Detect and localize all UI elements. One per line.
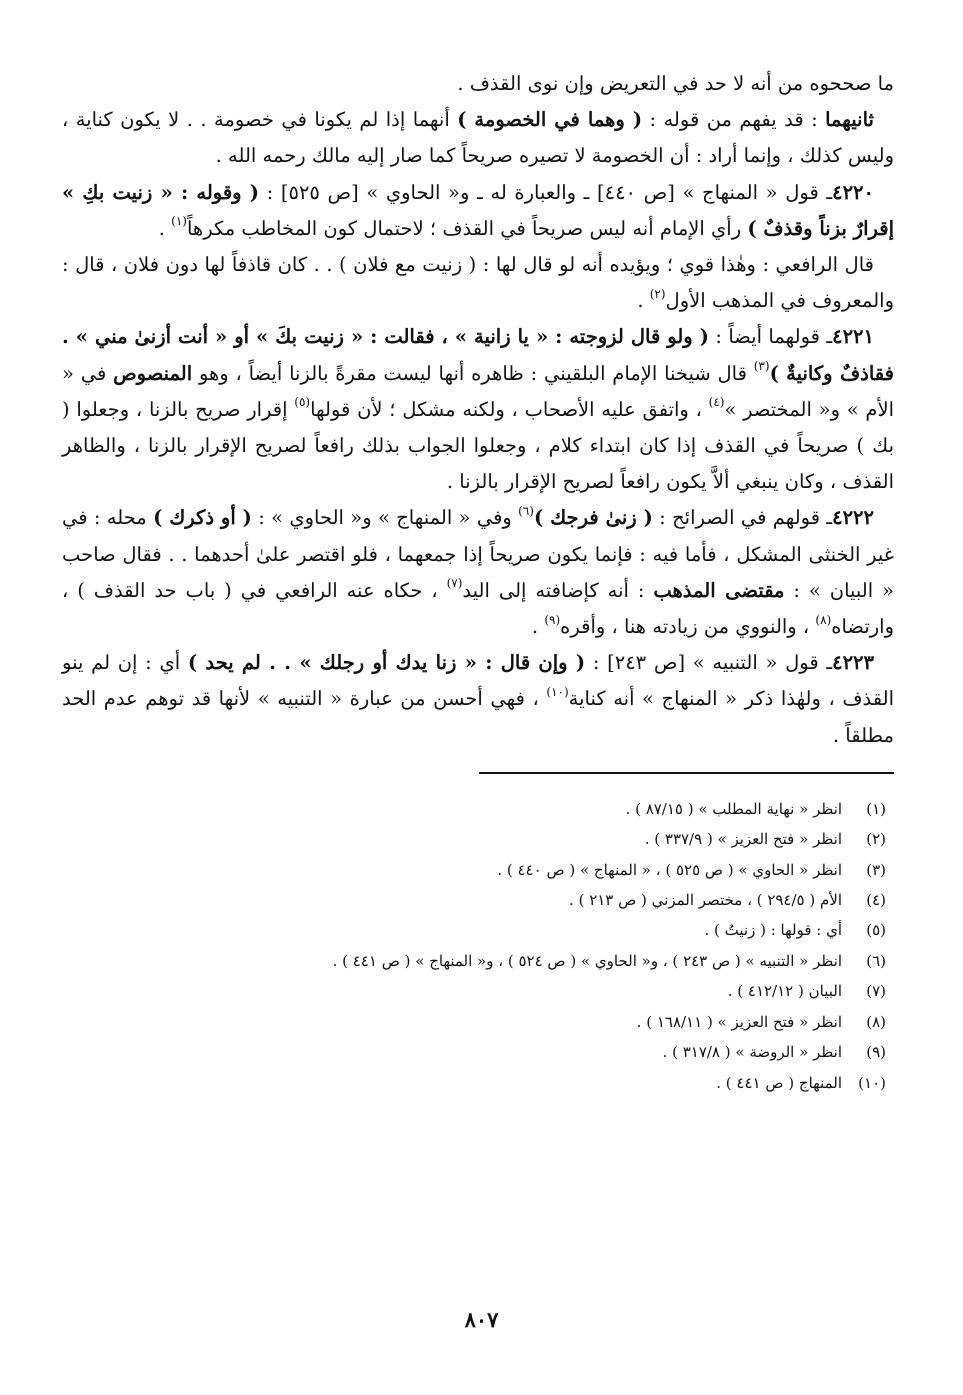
footnote-ref[interactable]: (٤) <box>708 395 725 410</box>
footnote-item <box>62 946 894 976</box>
footnote-text: انظر « نهاية المطلب » ( ٨٧/١٥ ) . <box>625 799 842 818</box>
footnote-ref[interactable]: (٥) <box>294 395 311 410</box>
footnote-number: (٦) <box>866 951 886 970</box>
footnote-text: انظر « الحاوي » ( ص ٥٢٥ ) ، « المنهاج » ( ص ٤٤٠ ) . <box>497 860 842 879</box>
footnote-text: الأم ( ٢٩٤/٥ ) ، مختصر المزني ( ص ٢١٣ ) . <box>569 891 842 910</box>
paragraph-4221: ٤٢٢١ـ قولهما أيضاً : ( ولو قال لزوجته : « يا زانية » ، فقالت : « زنيت بكَ » أو « أنت أزنىٰ مني » . فقاذفٌ وكانيةٌ )$^{(٣)}$ قال شيخنا الإمام البلقيني : ظاهره أنها ليست مقرةً بالزنا أيضاً ، وهو المنصوص في « الأم » و« المختصر »$^{(٤)}$ ، واتفق عليه الأصحاب ، ولكنه مشكل ؛ لأن قولها$^{(٥)}$ إقرار صريح بالزنا ، وجعلوا ( بك ) صريحاً في القذف إذا كان ابتداء كلام ، وجعلوا الجواب بذلك رافعاً لصريح الإقرار بالزنا ، والظاهر القذف ، وكان ينبغي ألاَّ يكون رافعاً لصريح الإقرار بالزنا . <box>62 325 895 494</box>
footnote-text: أي : قولها : ( زنيتُ ) . <box>704 921 842 940</box>
footnote-text: المنهاج ( ص ٤٤١ ) . <box>716 1073 842 1092</box>
footnote-number: (٨) <box>866 1012 886 1031</box>
issue-number: ٤٢٢٢ <box>832 506 874 530</box>
footnote-ref[interactable]: (٣) <box>753 359 770 374</box>
footnote-separator <box>479 772 894 774</box>
footnote-number: (٩) <box>866 1043 886 1062</box>
footnote-text: البيان ( ٤١٢/١٢ ) . <box>727 982 842 1001</box>
footnotes <box>62 794 894 1098</box>
footnote-ref[interactable]: (٦) <box>518 503 534 518</box>
footnote-item <box>62 1068 894 1098</box>
paragraph-4223: ٤٢٢٣ـ قول « التنبيه » [ص ٢٤٣] : ( وإن قال : « زنا يدك أو رجلك » . . لم يحد ) أي : إن لم ينو القذف ، ولهٰذا ذكر « المنهاج » أنه كناية$^{(١٠)}$ ، فهي أحسن من عبارة « التنبيه » لأنها قد توهم عدم الحد مطلقاً . <box>62 651 894 747</box>
issue-number: ٤٢٢٠ <box>832 180 875 204</box>
footnote-item <box>62 855 894 885</box>
footnote-number: (٧) <box>866 982 886 1001</box>
quoted-text: ( ولو قال لزوجته : « يا زانية » ، فقالت : « زنيت بكَ » أو « أنت أزنىٰ مني » . فقاذفٌ وكانيةٌ ) <box>62 325 894 385</box>
main-text <box>62 66 894 754</box>
quoted-text: ( وإن قال : « زنا يدك أو رجلك » . . لم يحد ) <box>187 651 586 675</box>
issue-number: ٤٢٢٣ <box>832 651 874 675</box>
footnote-ref[interactable]: (١) <box>171 214 187 229</box>
footnote-number: (٣) <box>866 860 886 879</box>
footnote-number: (٥) <box>866 921 886 940</box>
quoted-text: ( أو ذكرك ) <box>153 506 252 530</box>
quoted-text: ( وقوله : « زنيت بكِ » إقرارٌ بزناً وقذفٌ ) <box>62 180 894 240</box>
page-content <box>62 66 894 1098</box>
footnote-text: انظر « فتح العزيز » ( ١٦٨/١١ ) . <box>636 1012 842 1031</box>
emphasis-text: المنصوص <box>113 361 193 385</box>
footnote-number: (١) <box>866 799 886 818</box>
footnote-item <box>62 976 894 1006</box>
paragraph-heading: ثانيهما <box>825 108 874 132</box>
footnote-item <box>62 794 894 824</box>
footnote-item <box>62 885 894 915</box>
footnote-ref[interactable]: (٩) <box>544 612 561 627</box>
footnote-item <box>62 1037 894 1067</box>
footnote-ref[interactable]: (١٠) <box>546 684 569 699</box>
footnote-ref[interactable]: (٧) <box>446 576 463 591</box>
footnote-number: (٢) <box>866 830 886 849</box>
quoted-text: ( زنىٰ فرجك ) <box>533 506 653 530</box>
footnote-text: انظر « التنبيه » ( ص ٢٤٣ ) ، و« الحاوي » ( ص ٥٢٤ ) ، و« المنهاج » ( ص ٤٤١ ) . <box>332 951 842 970</box>
paragraph-4222: ٤٢٢٢ـ قولهم في الصرائح : ( زنىٰ فرجك )$^{(٦)}$ وفي « المنهاج » و« الحاوي » : ( أو ذكرك ) محله : في غير الخنثى المشكل ، فأما فيه : فإنما يكون صريحاً إذا جمعهما ، فلو اقتصر علىٰ أحدهما . . فقال صاحب « البيان » : مقتضى المذهب : أنه كإضافته إلى اليد$^{(٧)}$ ، حكاه عنه الرافعي في ( باب حد القذف ) ، وارتضاه$^{(٨)}$ ، والنووي من زيادته هنا ، وأقره$^{(٩)}$ . <box>62 503 894 639</box>
paragraph-second-point: ثانيهما : قد يفهم من قوله : ( وهما في الخصومة ) أنهما إذا لم يكونا في خصومة . . لا يكون كناية ، وليس كذلك ، وإنما أراد : أن الخصومة لا تصيره صريحاً كما صار إليه مالك رحمه الله . <box>62 108 894 168</box>
paragraph-intro: ما صححوه من أنه لا حد في التعريض وإن نوى القذف . <box>457 72 894 95</box>
quoted-text: ( وهما في الخصومة ) <box>457 108 643 132</box>
footnote-item <box>62 915 894 945</box>
footnote-text: انظر « فتح العزيز » ( ٣٣٧/٩ ) . <box>644 830 842 849</box>
page-number: ٨٠٧ <box>464 1307 499 1332</box>
footnote-item <box>62 1007 894 1037</box>
footnote-number: (١٠) <box>858 1073 886 1092</box>
footnote-text: انظر « الروضة » ( ٣١٧/٨ ) . <box>662 1043 842 1062</box>
issue-number: ٤٢٢١ <box>832 325 874 349</box>
footnote-ref[interactable]: (٨) <box>815 612 832 627</box>
footnote-number: (٤) <box>866 891 886 910</box>
emphasis-text: مقتضى المذهب <box>653 578 785 602</box>
footnote-item <box>62 824 894 854</box>
paragraph-4220: ٤٢٢٠ـ قول « المنهاج » [ص ٤٤٠] ـ والعبارة له ـ و« الحاوي » [ص ٥٢٥] : ( وقوله : « زنيت بكِ » إقرارٌ بزناً وقذفٌ ) رأي الإمام أنه ليس صريحاً في القذف ؛ لاحتمال كون المخاطب مكرهاً$^{(١)}$ . <box>62 180 894 240</box>
footnote-ref[interactable]: (٢) <box>649 286 666 301</box>
paragraph-rafii: قال الرافعي : وهٰذا قوي ؛ ويؤيده أنه لو قال لها : ( زنيت مع فلان ) . . كان قاذفاً لها دون فلان ، قال : والمعروف في المذهب الأول$^{(٢)}$ . <box>62 253 894 313</box>
